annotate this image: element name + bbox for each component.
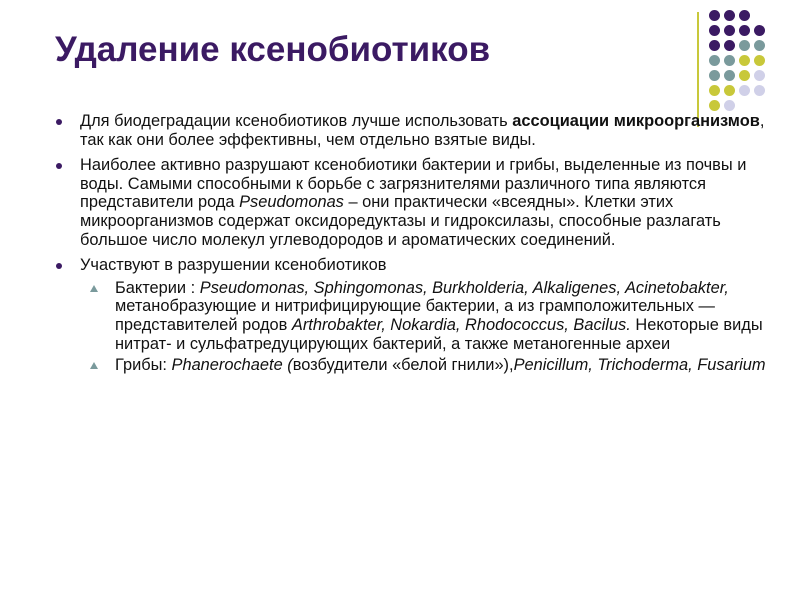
decorative-dot (739, 55, 750, 66)
subbullet-item (56, 279, 776, 353)
bullet-item (56, 112, 776, 149)
slide-title: Удаление ксенобиотиков (55, 30, 491, 69)
decorative-dot (739, 85, 750, 96)
decorative-dot (754, 85, 765, 96)
bullet-text: Для биодеградации ксенобиотиков лучше использовать ассоциации микроорганизмов, так как они более эффективны, чем отдельно взятые виды. (80, 112, 765, 149)
decorative-dot (724, 85, 735, 96)
bullet-item (56, 256, 776, 275)
decorative-dot (754, 40, 765, 51)
decorative-dot (754, 55, 765, 66)
triangle-bullet-icon (90, 362, 98, 369)
decorative-dot (739, 25, 750, 36)
decorative-dot (709, 55, 720, 66)
triangle-bullet-icon (90, 285, 98, 292)
decorative-dot (754, 25, 765, 36)
bullet-text: Участвуют в разрушении ксенобиотиков (80, 256, 387, 275)
bullet-dot-icon (56, 163, 62, 169)
decorative-dot (724, 25, 735, 36)
decorative-dot (754, 70, 765, 81)
slide-body (56, 112, 776, 378)
decorative-dot (724, 100, 735, 111)
bullet-dot-icon (56, 119, 62, 125)
subbullet-text: Бактерии : Pseudomonas, Sphingomonas, Burkholderia, Alkaligenes, Acinetobakter, метанобразующие и нитрифицирующие бактерии, а из грамположительных — представителей родов Arthrobakter, Nokardia, Rhodococcus, Bacilus. Некоторые виды нитрат- и сульфатредуцирующих бактерий, а также метаногенные археи (115, 278, 763, 353)
decorative-dot (724, 55, 735, 66)
decorative-dot (709, 100, 720, 111)
subbullet-item (56, 356, 776, 375)
decorative-dot (739, 40, 750, 51)
bullet-text: Наиболее активно разрушают ксенобиотики бактерии и грибы, выделенные из почвы и воды. Самыми способными к борьбе с загрязнителями различного типа являются представители рода Pseudomonas – они практически «всеядны». Клетки этих микроорганизмов содержат оксидоредуктазы и гидроксилазы, способные разлагать большое число молекул углеводородов и ароматических соединений. (80, 156, 747, 249)
decorative-dot (709, 70, 720, 81)
decorative-dot (709, 40, 720, 51)
decorative-dot (709, 85, 720, 96)
decorative-dot (739, 10, 750, 21)
decorative-dot (739, 70, 750, 81)
bullet-item (56, 156, 776, 249)
subbullet-text: Грибы: Phanerochaete (возбудители «белой гнили»),Penicillum, Trichoderma, Fusarium (115, 356, 766, 375)
decorative-dot (724, 10, 735, 21)
decorative-divider (697, 12, 699, 127)
decorative-dot (724, 40, 735, 51)
decorative-dot (724, 70, 735, 81)
decorative-dot (709, 10, 720, 21)
decorative-dot (709, 25, 720, 36)
bullet-dot-icon (56, 263, 62, 269)
